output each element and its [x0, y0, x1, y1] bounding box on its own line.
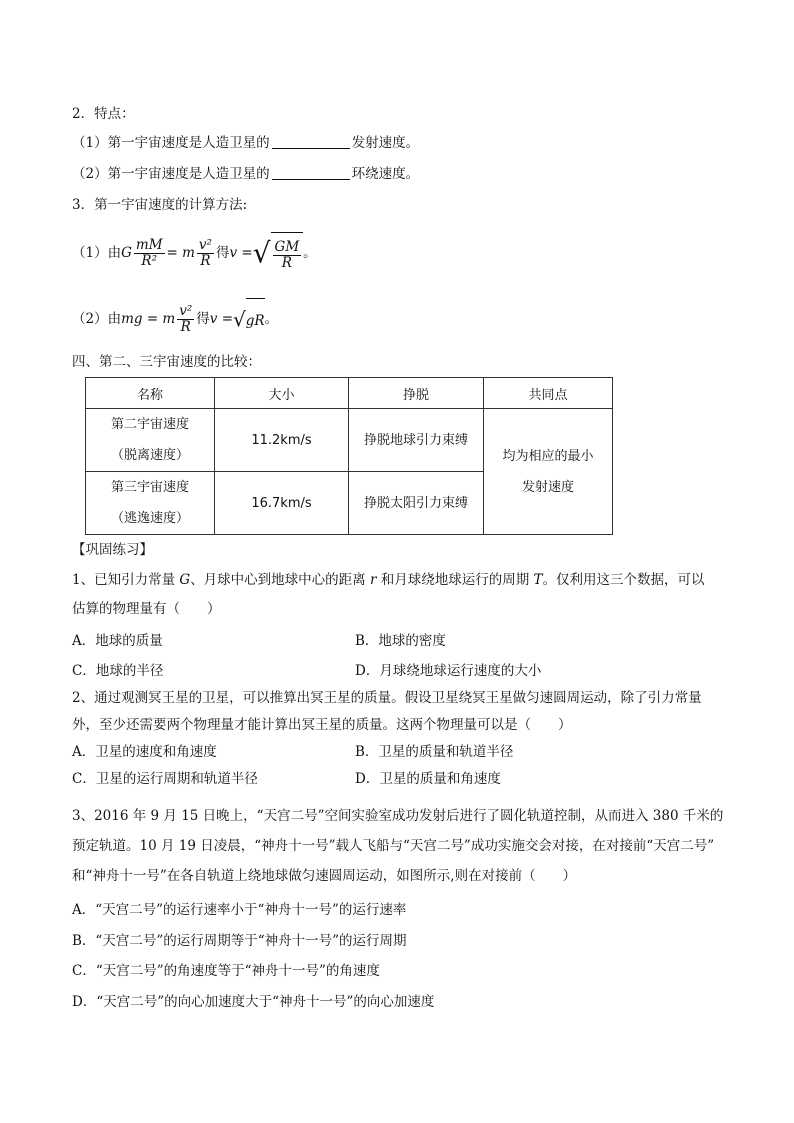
- formula-2: [72, 298, 278, 341]
- formula-2-sqrt-body: gR: [246, 298, 265, 341]
- feature-item-2: [72, 164, 419, 184]
- q1-symbol-t: T: [533, 572, 543, 588]
- formula-1-end: 。: [303, 245, 317, 261]
- formula-1-v: v =: [229, 245, 253, 261]
- q1-symbol-g: G: [179, 572, 191, 588]
- q1-text-b: 、月球中心到地球中心的距离: [190, 572, 370, 588]
- table-cell-name-line2: （逃逸速度）: [110, 511, 189, 526]
- q2-option-d[interactable]: D．卫星的质量和角速度: [355, 771, 501, 787]
- practice-heading: 【巩固练习】: [72, 542, 153, 558]
- table-cell-name-line2: （脱离速度）: [110, 448, 189, 463]
- feature-item-2-prefix: （2）第一宇宙速度是人造卫星的: [72, 166, 270, 182]
- question-2-line-2: 外，至少还需要两个物理量才能计算出冥王星的质量。这两个物理量可以是（ ）: [72, 717, 572, 733]
- table-cell-name: [86, 409, 215, 472]
- formula-1-frac-velocity: [197, 238, 214, 269]
- table-row: [86, 409, 613, 472]
- section-3-heading: 3．第一宇宙速度的计算方法:: [72, 197, 248, 213]
- formula-1: [72, 232, 317, 275]
- q2-option-b[interactable]: B．卫星的质量和轨道半径: [355, 744, 514, 760]
- feature-item-1-suffix: 发射速度。: [351, 135, 420, 151]
- table-cell-common-line1: 均为相应的最小: [502, 448, 594, 464]
- formula-1-frac-velocity-num: v²: [198, 237, 212, 253]
- table-cell-size: 16.7km/s: [215, 472, 349, 535]
- feature-item-2-suffix: 环绕速度。: [351, 166, 420, 182]
- table-cell-escape: 挣脱地球引力束缚: [349, 409, 484, 472]
- table-header-common: 共同点: [484, 378, 613, 409]
- sqrt-sign-icon: √: [233, 307, 246, 332]
- q1-option-d[interactable]: D．月球绕地球运行速度的大小: [355, 663, 542, 679]
- table-cell-size: 11.2km/s: [215, 409, 349, 472]
- formula-2-v: v =: [209, 311, 234, 327]
- formula-1-frac-mass-num: mM: [135, 237, 163, 253]
- q1-option-c[interactable]: C．地球的半径: [72, 663, 164, 679]
- q2-option-c[interactable]: C．卫星的运行周期和轨道半径: [72, 771, 258, 787]
- question-2-line-1: 2、通过观测冥王星的卫星，可以推算出冥王星的质量。假设卫星绕冥王星做匀速圆周运动，除了引力常量: [72, 690, 702, 706]
- question-3-line-3: 和“神舟十一号”在各自轨道上绕地球做匀速圆周运动，如图所示,则在对接前（ ）: [72, 868, 577, 884]
- q1-symbol-r: r: [369, 572, 377, 588]
- table-cell-name-line1: 第二宇宙速度: [110, 417, 189, 432]
- formula-2-prefix: （2）由: [72, 311, 122, 327]
- formula-2-end: 。: [264, 311, 279, 327]
- formula-2-lhs: mg = m: [121, 311, 176, 327]
- table-cell-common: [484, 409, 613, 535]
- q2-option-a[interactable]: A．卫星的速度和角速度: [72, 744, 217, 760]
- section-4-heading: 四、第二、三宇宙速度的比较：: [72, 354, 261, 370]
- formula-1-sqrt-den: R: [281, 255, 292, 271]
- formula-1-frac-velocity-den: R: [200, 253, 211, 269]
- section-2-heading: 2．特点：: [72, 106, 135, 122]
- formula-1-de: 得: [215, 245, 230, 261]
- fill-blank-2[interactable]: [272, 165, 350, 180]
- table-cell-name-line1: 第三宇宙速度: [110, 480, 189, 495]
- formula-1-sqrt: [253, 232, 303, 275]
- formula-1-sqrt-frac: [273, 240, 302, 271]
- table-cell-common-line2: 发射速度: [521, 479, 574, 495]
- q3-option-a[interactable]: A．“天宫二号”的运行速率小于“神舟十一号”的运行速率: [72, 902, 407, 918]
- table-header-size: 大小: [215, 378, 349, 409]
- formula-2-frac: [177, 304, 194, 335]
- cosmic-velocity-table: [85, 377, 613, 535]
- formula-2-frac-den: R: [180, 319, 191, 335]
- q3-option-c[interactable]: C．“天宫二号”的角速度等于“神舟十一号”的角速度: [72, 963, 380, 979]
- table-cell-escape: 挣脱太阳引力束缚: [349, 472, 484, 535]
- q1-option-b[interactable]: B．地球的密度: [355, 633, 446, 649]
- formula-1-sqrt-num: GM: [274, 239, 300, 255]
- q1-text-d: 。仅利用这三个数据，可以: [542, 572, 705, 588]
- formula-2-sqrt: [233, 298, 265, 341]
- table-header-escape: 挣脱: [349, 378, 484, 409]
- question-3-line-1: 3、2016 年 9 月 15 日晚上，“天宫二号”空间实验室成功发射后进行了圆化轨道控制，从而进入 380 千米的: [72, 808, 724, 824]
- sqrt-sign-icon: √: [252, 236, 271, 270]
- q1-option-a[interactable]: A．地球的质量: [72, 633, 163, 649]
- formula-2-frac-num: v²: [179, 303, 193, 319]
- feature-item-1: [72, 133, 419, 153]
- fill-blank-1[interactable]: [272, 134, 350, 149]
- formula-1-prefix: （1）由: [72, 245, 122, 261]
- q3-option-b[interactable]: B．“天宫二号”的运行周期等于“神舟十一号”的运行周期: [72, 933, 407, 949]
- question-3-line-2: 预定轨道。10 月 19 日凌晨，“神舟十一号”载人飞船与“天宫二号”成功实施交会对接，在对接前“天宫二号”: [72, 838, 715, 854]
- q1-text-c: 和月球绕地球运行的周期: [376, 572, 534, 588]
- q1-text-a: 1、已知引力常量: [72, 572, 180, 588]
- question-1-line-2: 估算的物理量有（ ）: [72, 601, 221, 617]
- formula-1-frac-mass: [134, 238, 165, 269]
- question-1-line-1: [72, 570, 705, 590]
- q3-option-d[interactable]: D．“天宫二号”的向心加速度大于“神舟十一号”的向心加速度: [72, 994, 435, 1010]
- feature-item-1-prefix: （1）第一宇宙速度是人造卫星的: [72, 135, 270, 151]
- table-header-name: 名称: [86, 378, 215, 409]
- formula-2-de: 得: [196, 311, 210, 327]
- table-cell-name: [86, 472, 215, 535]
- table-header-row: [86, 378, 613, 409]
- formula-1-frac-mass-den: R²: [141, 253, 157, 269]
- formula-1-eq: = m: [166, 245, 195, 261]
- formula-1-g: G: [121, 245, 132, 261]
